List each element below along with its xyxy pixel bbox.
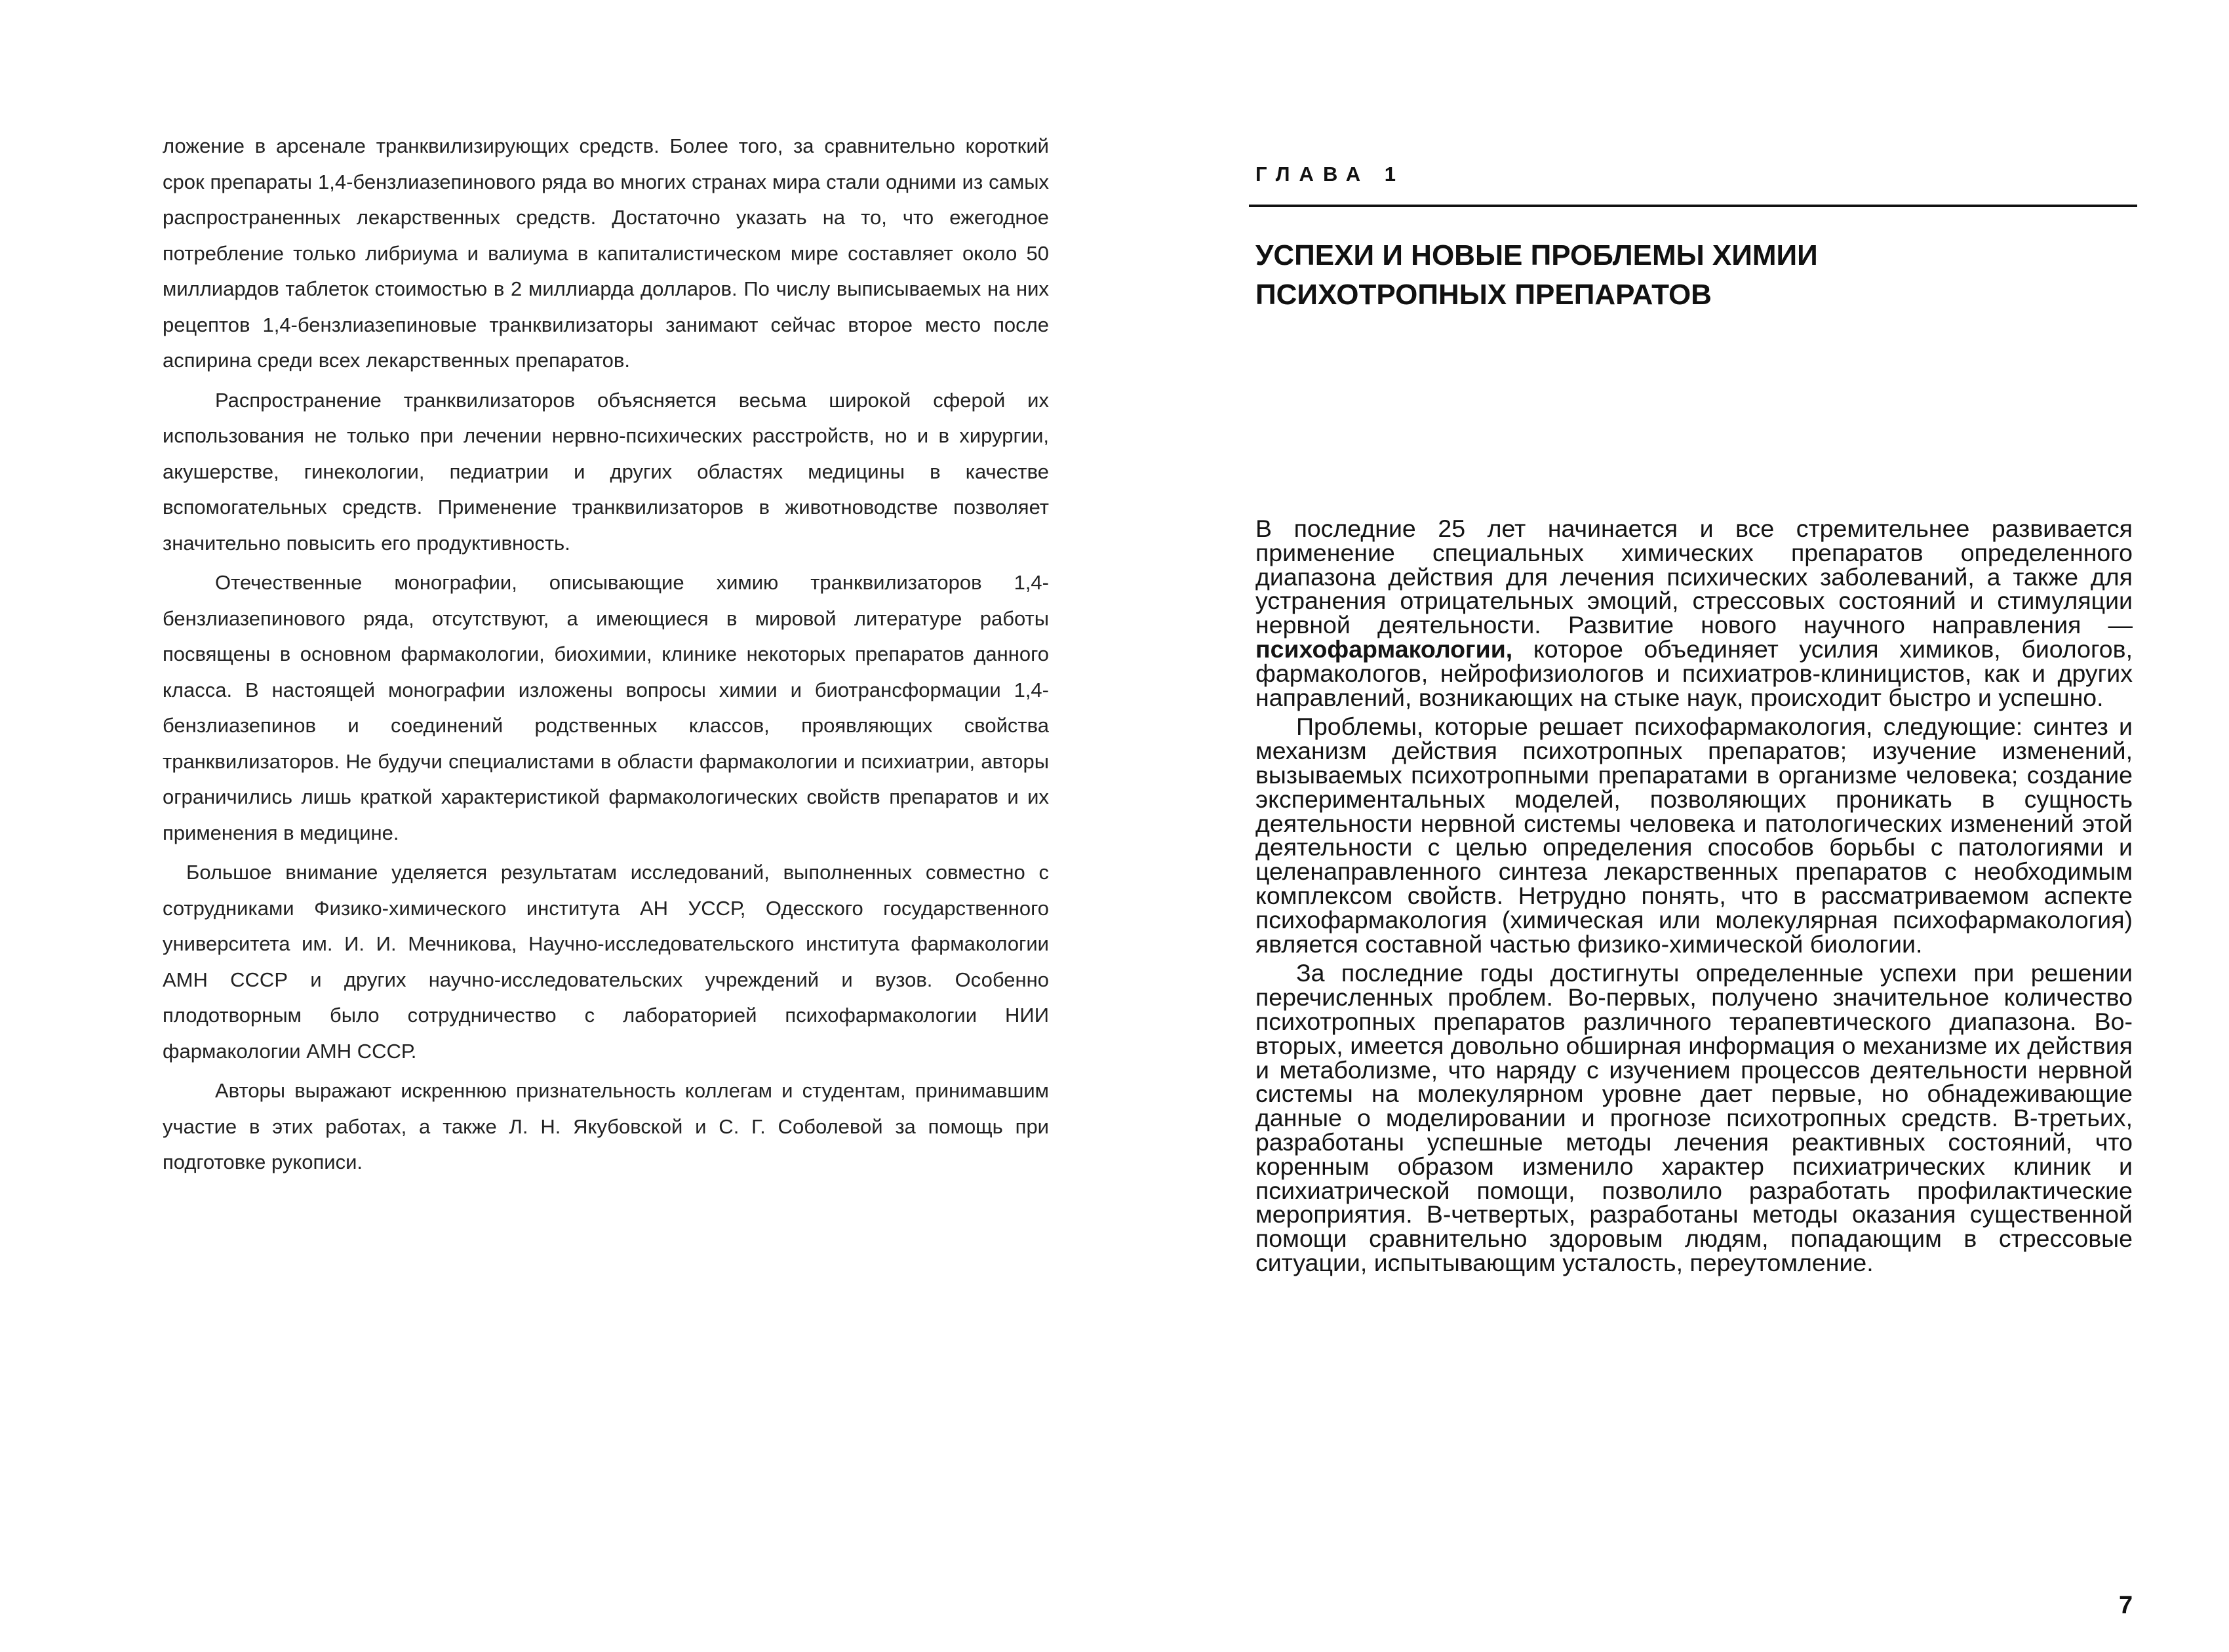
- right-paragraph-3: За последние годы достигнуты определенные успехи при решении перечисленных проблем. Во-первых, получено значительное количество психотропных препаратов различного терапевтического диапазона. Во-вторых, имеется довольно обширная информация о механизме их действия и метаболизме, что наряду с изучением процессов деятельности нервной системы на молекулярном уровне дает первые, но обнадеживающие данные о моделировании и прогнозе психотропных средств. В-третьих, разработаны успешные методы лечения реактивных состояний, что коренным образом изменило характер психиатрических клиник и психиатрической помощи, позволило разработать профилактические мероприятия. В-четвертых, разработаны методы оказания существенной помощи сравнительно здоровым людям, попадающим в стрессовые ситуации, испытывающим усталость, переутомление.: [1255, 959, 2133, 1276]
- left-paragraph-4: Большое внимание уделяется результатам исследований, выполненных совместно с сотрудниками Физико-химического института АН УССР, Одесского государственного университета им. И. И. Мечникова, Научно-исследовательского института фармакологии АМН СССР и других научно-исследовательских учреждений и вузов. Особенно плодотворным было сотрудничество с лабораторией психофармакологии НИИ фармакологии АМН СССР.: [163, 861, 1049, 1063]
- chapter-title: [1255, 236, 1977, 315]
- right-paragraph-1-end: которое объединяет усилия химиков, биологов, фармакологов, нейрофизиологов и психиатров-клиницистов, как и других направлений, возникающих на стыке наук, происходит быстро и успешно.: [1255, 635, 2133, 711]
- left-page: [0, 0, 1114, 1652]
- chapter-label: ГЛАВА 1: [1255, 163, 1406, 186]
- left-paragraph-5: Авторы выражают искреннюю признательность коллегам и студентам, принимавшим участие в этих работах, а также Л. Н. Якубовской и С. Г. Соболевой за помощь при подготовке рукописи.: [163, 1079, 1049, 1173]
- term-psychopharmacology: психофармакологии,: [1255, 635, 1513, 663]
- page-number: 7: [2119, 1592, 2133, 1619]
- chapter-title-line-2: ПСИХОТРОПНЫХ ПРЕПАРАТОВ: [1255, 279, 1712, 311]
- right-page-text: [1255, 517, 2133, 1280]
- chapter-rule: [1249, 205, 2137, 207]
- left-paragraph-2: Распространение транквилизаторов объясняется весьма широкой сферой их использования не только при лечении нервно-психических расстройств, но и в хирургии, акушерстве, гинекологии, педиатрии и других областях медицины в качестве вспомогательных средств. Применение транквилизаторов в животноводстве позволяет значительно повысить его продуктивность.: [163, 388, 1049, 555]
- right-paragraph-1: [1255, 517, 2133, 709]
- left-page-text: [163, 128, 1049, 1185]
- right-paragraph-2: Проблемы, которые решает психофармакология, следующие: синтез и механизм действия психотропных препаратов; изучение изменений, вызываемых психотропными препаратами в организме человека; создание экспериментальных моделей, позволяющих проникать в сущность деятельности нервной системы человека и патологических изменений этой деятельности с целью определения способов борьбы с патологиями и целенаправленного синтеза лекарственных препаратов с необходимым комплексом свойств. Нетрудно понять, что в рассматриваемом аспекте психофармакология (химическая или молекулярная психофармакология) является составной частью физико-химической биологии.: [1255, 713, 2133, 958]
- left-paragraph-3: Отечественные монографии, описывающие химию транквилизаторов 1,4-бензлиазепинового ряда, отсутствуют, а имеющиеся в мировой литературе работы посвящены в основном фармакологии, биохимии, клинике некоторых препаратов данного класса. В настоящей монографии изложены вопросы химии и биотрансформации 1,4-бензлиазепинов и соединений родственных классов, проявляющих свойства транквилизаторов. Не будучи специалистами в области фармакологии и психиатрии, авторы ограничились лишь краткой характеристикой фармакологических свойств препаратов и их применения в медицине.: [163, 571, 1049, 844]
- left-paragraph-1: ложение в арсенале транквилизирующих средств. Более того, за сравнительно короткий срок препараты 1,4-бензлиазепинового ряда во многих странах мира стали одними из самых распространенных лекарственных средств. Достаточно указать на то, что ежегодное потребление только либриума и валиума в капиталистическом мире составляет около 50 миллиардов таблеток стоимостью в 2 миллиарда долларов. По числу выписываемых на них рецептов 1,4-бензлиазепиновые транквилизаторы занимают сейчас второе место после аспирина среди всех лекарственных препаратов.: [163, 134, 1049, 372]
- right-paragraph-1-start: В последние 25 лет начинается и все стремительнее развивается применение специальных химических препаратов определенного диапазона действия для лечения психических заболеваний, а также для устранения отрицательных эмоций, стрессовых состояний и стимуляции нервной деятельности. Развитие нового научного направления —: [1255, 515, 2133, 639]
- chapter-title-line-1: УСПЕХИ И НОВЫЕ ПРОБЛЕМЫ ХИМИИ: [1255, 239, 1818, 271]
